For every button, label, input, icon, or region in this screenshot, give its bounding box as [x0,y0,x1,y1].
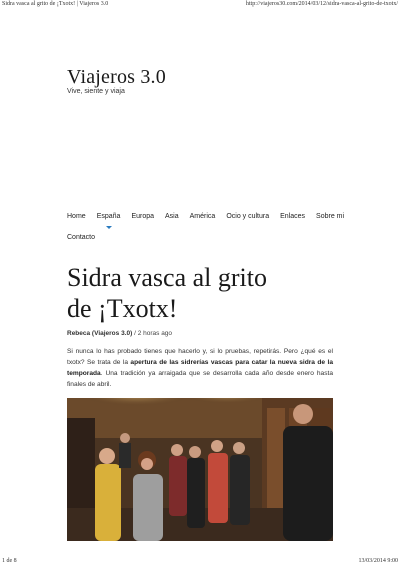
post-title-line-1: Sidra vasca al grito [67,263,267,292]
nav-row-2 [67,230,347,244]
print-footer [0,556,400,566]
post-body-text-1: Si nunca lo has probado tienes que hacerlo y, si lo pruebas, repetirás. Pero ¿qué es el txotx? Se trata de la [67,348,333,366]
site-tagline: Vive, siente y viaja [67,88,125,95]
post-body-text-2: . Una tradición ya arraigada que se desarrolla cada año desde enero hasta finales de abril. [67,370,333,388]
print-header-title: Sidra vasca al grito de ¡Txotx! | Viajeros 3.0 [2,1,109,7]
nav-item-europa[interactable]: Europa [131,212,155,220]
post-body-highlight: apertura de las sidrerías vascas para catar la nueva sidra de la temporada [67,359,333,377]
site-title[interactable]: Viajeros 3.0 [67,66,166,88]
post-title-line-2: de ¡Txotx! [67,294,178,323]
post-author[interactable]: Rebeca (Viajeros 3.0) [67,330,133,337]
print-header [0,0,400,10]
nav-item-espana[interactable] [97,213,121,220]
post-intro-paragraph [67,346,333,390]
nav-item-contacto[interactable]: Contacto [67,233,96,241]
post-photo [67,398,333,541]
cider-house-photo [67,398,333,541]
nav-row-1 [67,209,347,223]
print-timestamp: 13/03/2014 9:00 [358,558,398,564]
nav-item-america[interactable]: América [189,212,216,220]
nav-item-enlaces[interactable]: Enlaces [280,212,306,220]
print-header-url: http://viajeros30.com/2014/03/12/sidra-vasca-al-grito-de-txotx/ [245,1,398,7]
nav-item-home[interactable]: Home [67,212,86,220]
caret-down-icon [106,226,112,229]
meta-separator: / [132,330,138,337]
nav-item-espana-label: España [96,212,121,220]
nav-item-ocio-y-cultura[interactable]: Ocio y cultura [226,212,270,220]
nav-item-sobre-mi[interactable]: Sobre mi [316,212,345,220]
post-meta [67,330,172,337]
post-time: 2 horas ago [137,330,173,337]
post-title [67,262,337,324]
page-counter: 1 de 8 [2,558,17,564]
main-nav [67,209,347,244]
nav-item-asia[interactable]: Asia [165,212,179,220]
